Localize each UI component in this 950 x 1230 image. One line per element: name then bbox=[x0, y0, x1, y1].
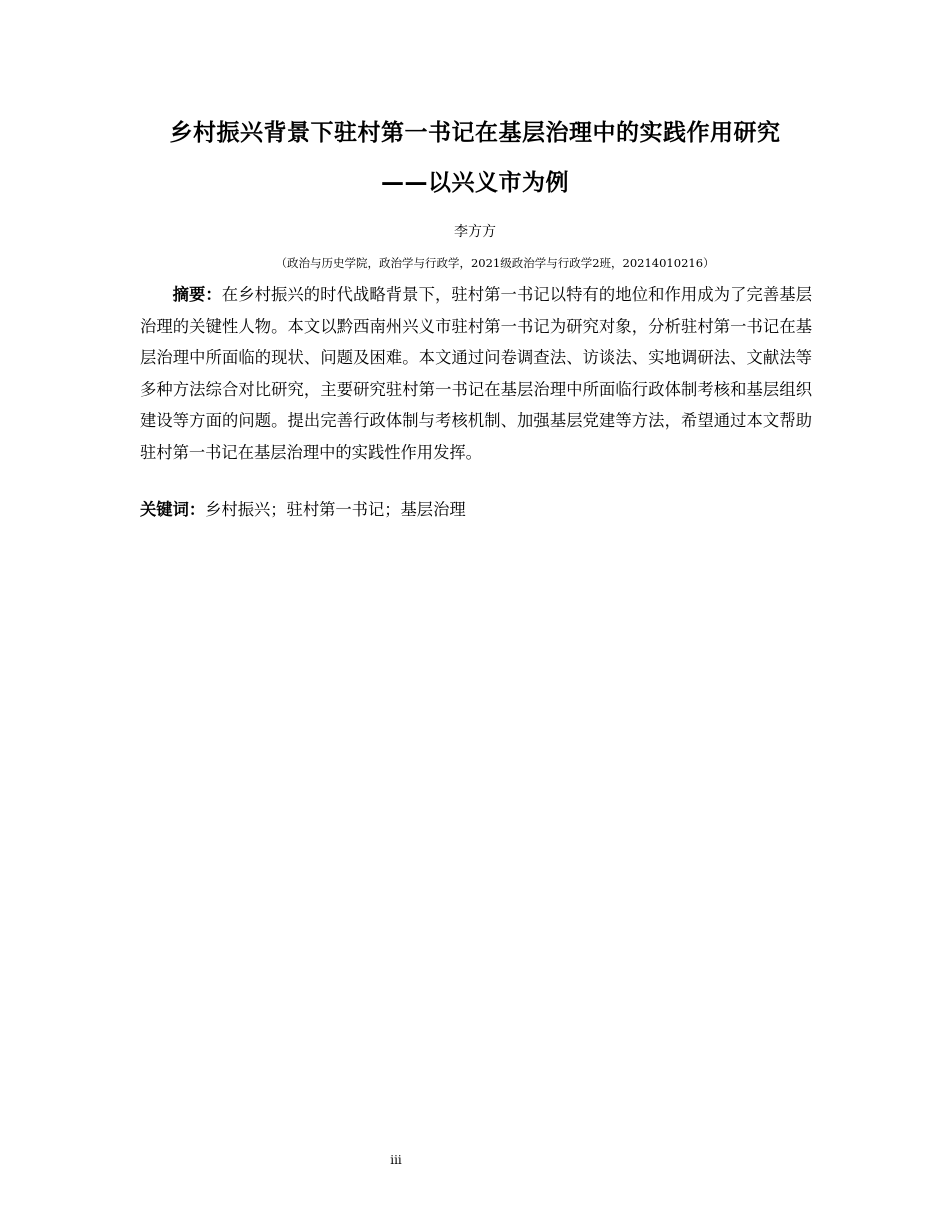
paper-subtitle: ——以兴义市为例 bbox=[381, 170, 569, 196]
author-affiliation: （政治与历史学院，政治学与行政学，2021级政治学与行政学2班，20214010216） bbox=[275, 256, 715, 270]
keywords-line bbox=[140, 494, 812, 526]
page-number: iii bbox=[390, 1153, 402, 1167]
abstract-paragraph bbox=[140, 279, 812, 469]
keywords-label: 关键词： bbox=[140, 500, 206, 519]
keywords-text: 乡村振兴；驻村第一书记；基层治理 bbox=[205, 500, 466, 519]
abstract-text: 在乡村振兴的时代战略背景下，驻村第一书记以特有的地位和作用成为了完善基层治理的关键性人物。本文以黔西南州兴义市驻村第一书记为研究对象，分析驻村第一书记在基层治理中所面临的现状、问题及困难。本文通过问卷调查法、访谈法、实地调研法、文献法等多种方法综合对比研究，主要研究驻村第一书记在基层治理中所面临行政体制考核和基层组织建设等方面的问题。提出完善行政体制与考核机制、加强基层党建等方法，希望通过本文帮助驻村第一书记在基层治理中的实践性作用发挥。 bbox=[140, 285, 812, 462]
author-name: 李方方 bbox=[454, 224, 496, 240]
abstract-label: 摘要： bbox=[172, 285, 222, 304]
paper-title: 乡村振兴背景下驻村第一书记在基层治理中的实践作用研究 bbox=[169, 120, 781, 146]
